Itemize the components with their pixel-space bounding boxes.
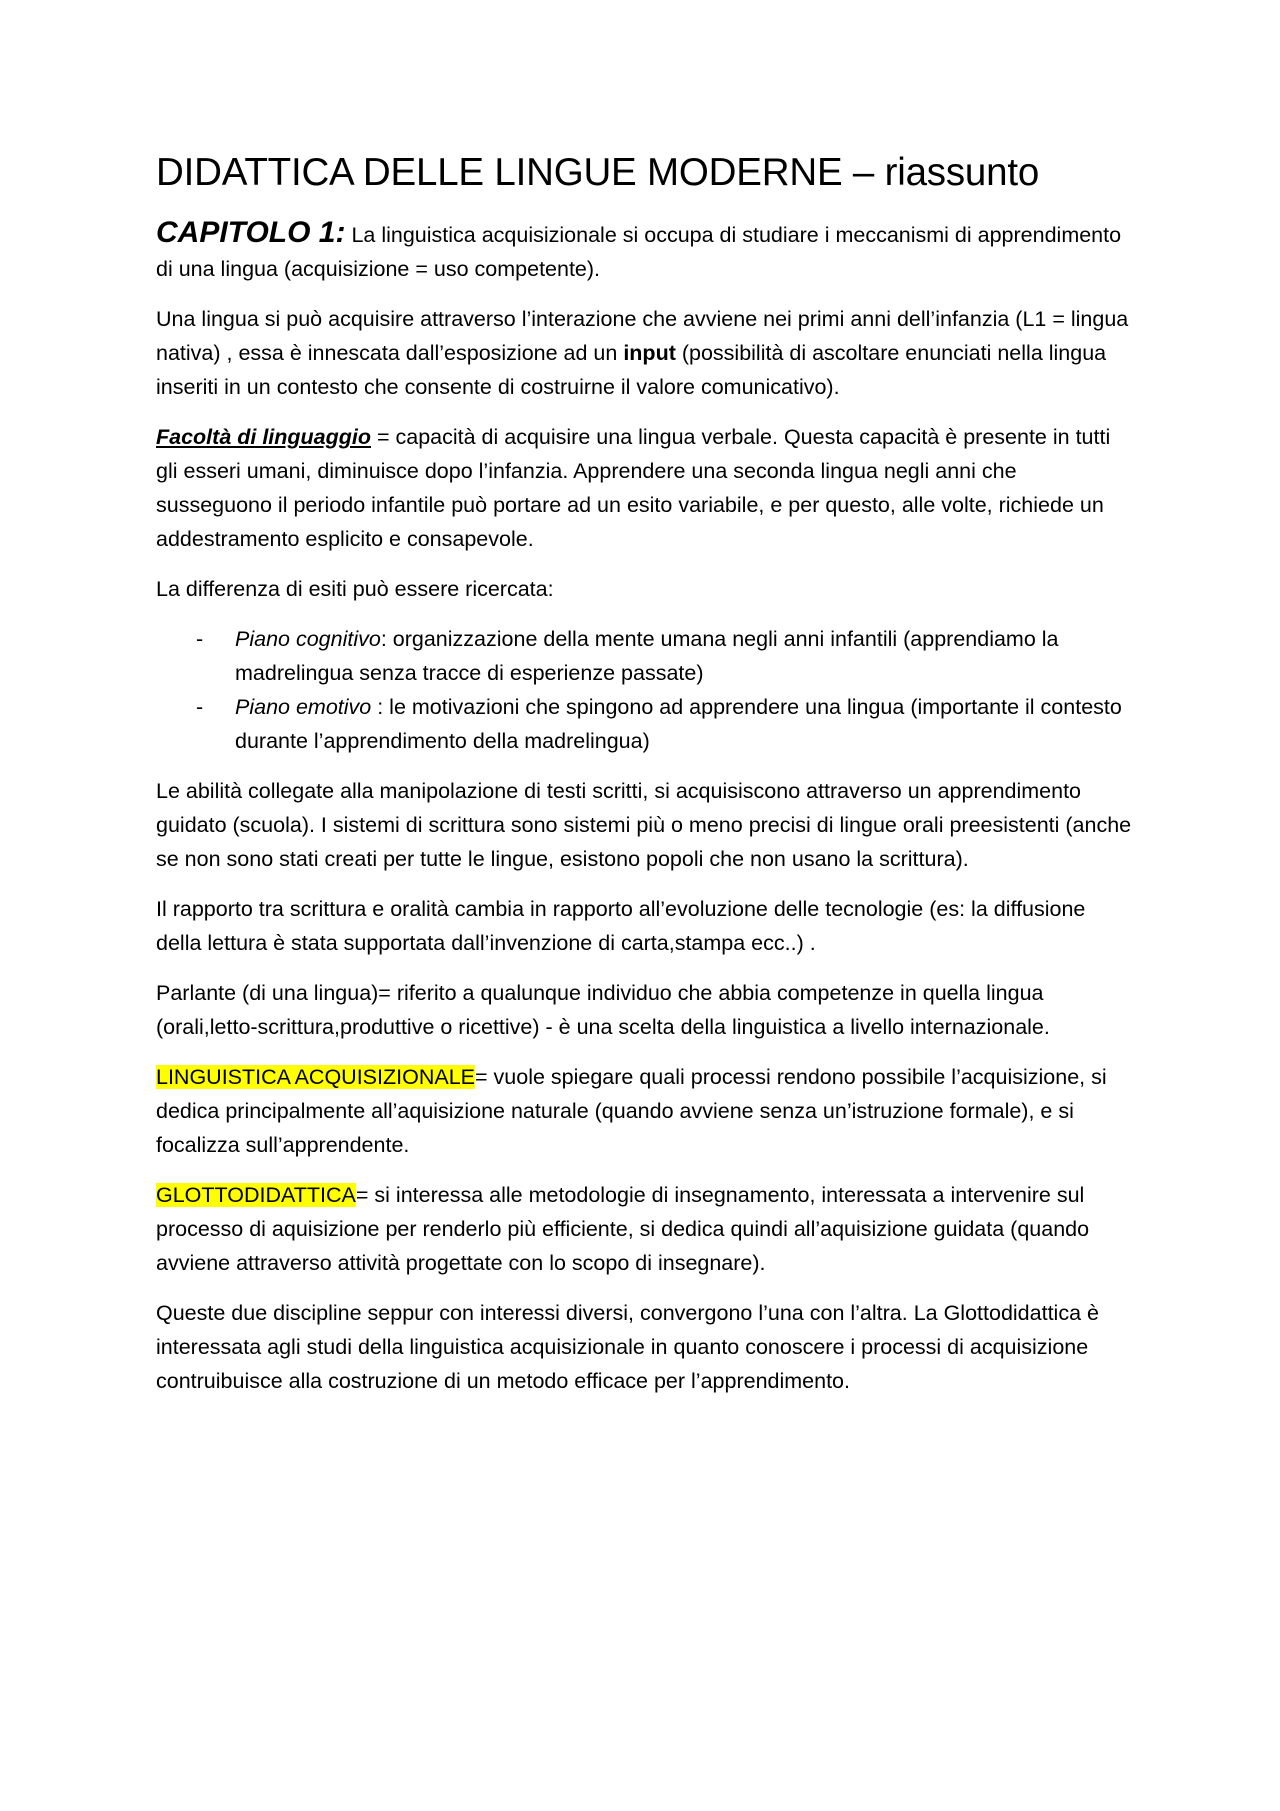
glottodidattica-term-highlight: GLOTTODIDATTICA [156,1183,356,1208]
chapter-intro [156,216,1136,286]
paragraph-facolta [156,420,1136,556]
list-item-text: : le motivazioni che spingono ad apprendere una lingua (importante il contesto durante l’apprendimento della madrelingua) [235,695,1122,754]
document-title: DIDATTICA DELLE LINGUE MODERNE – riassunto [156,151,1040,194]
paragraph-differenza: La differenza di esiti può essere ricercata: [156,577,554,602]
paragraph-lingua [156,302,1136,404]
chapter-intro-text: La linguistica acquisizionale si occupa di studiare i meccanismi di apprendimento di una lingua (acquisizione = uso competente). [156,223,1122,282]
paragraph-rapporto: Il rapporto tra scrittura e oralità cambia in rapporto all’evoluzione delle tecnologie (es: la diffusione della lettura è stata supportata dall’invenzione di carta,stampa ecc..) . [156,897,1086,956]
paragraph-abilita: Le abilità collegate alla manipolazione di testi scritti, si acquisiscono attraverso un apprendimento guidato (scuola). I sistemi di scrittura sono sistemi più o meno precisi di lingue orali preesistenti (anche se non sono stati creati per tutte le lingue, esistono popoli che non usano la scrittura). [156,779,1132,872]
list-item-term: Piano emotivo [235,695,372,720]
dash-list [156,622,1136,758]
document-page [156,150,1136,1414]
paragraph-facolta-text: = capacità di acquisire una lingua verbale. Questa capacità è presente in tutti gli esseri umani, diminuisce dopo l’infanzia. Apprendere una seconda lingua negli anni che susseguono il periodo infantile può portare ad un esito variabile, e per questo, alle volte, richiede un addestramento esplicito e consapevole. [156,425,1111,552]
list-item-text: : organizzazione della mente umana negli anni infantili (apprendiamo la madrelingua senza tracce di esperienze passate) [235,627,1059,686]
input-term: input [623,341,676,366]
paragraph-glottodidattica [156,1178,1136,1280]
list-item [156,690,1136,758]
paragraph-linguistica [156,1060,1136,1162]
paragraph-parlante: Parlante (di una lingua)= riferito a qualunque individuo che abbia competenze in quella lingua (orali,letto-scrittura,produttive o ricettive) - è una scelta della linguistica a livello internazionale. [156,981,1050,1040]
linguistica-term-highlight: LINGUISTICA ACQUISIZIONALE [156,1065,475,1090]
list-item [156,622,1136,690]
list-dash: - [196,627,204,652]
facolta-term: Facoltà di linguaggio [156,425,371,450]
paragraph-lingua-text-2: (possibilità di ascoltare enunciati nella lingua inseriti in un contesto che consente di costruirne il valore comunicativo). [156,341,1107,400]
chapter-label: CAPITOLO 1: [156,216,346,250]
list-dash: - [196,695,204,720]
paragraph-lingua-text-1: Una lingua si può acquisire attraverso l’interazione che avviene nei primi anni dell’infanzia (L1 = lingua nativa) , essa è innescata dall’esposizione ad un [156,307,1129,366]
paragraph-queste: Queste due discipline seppur con interessi diversi, convergono l’una con l’altra. La Glottodidattica è interessata agli studi della linguistica acquisizionale in quanto conoscere i processi di acquisizione contruibuisce alla costruzione di un metodo efficace per l’apprendimento. [156,1301,1099,1394]
paragraph-linguistica-text: = vuole spiegare quali processi rendono possibile l’acquisizione, si dedica principalmente all’aquisizione naturale (quando avviene senza un’istruzione formale), e si focalizza sull’apprendente. [156,1065,1107,1158]
list-item-term: Piano cognitivo [235,627,381,652]
paragraph-glottodidattica-text: = si interessa alle metodologie di insegnamento, interessata a intervenire sul processo di aquisizione per renderlo più efficiente, si dedica quindi all’aquisizione guidata (quando avviene attraverso attività progettate con lo scopo di insegnare). [156,1183,1090,1276]
